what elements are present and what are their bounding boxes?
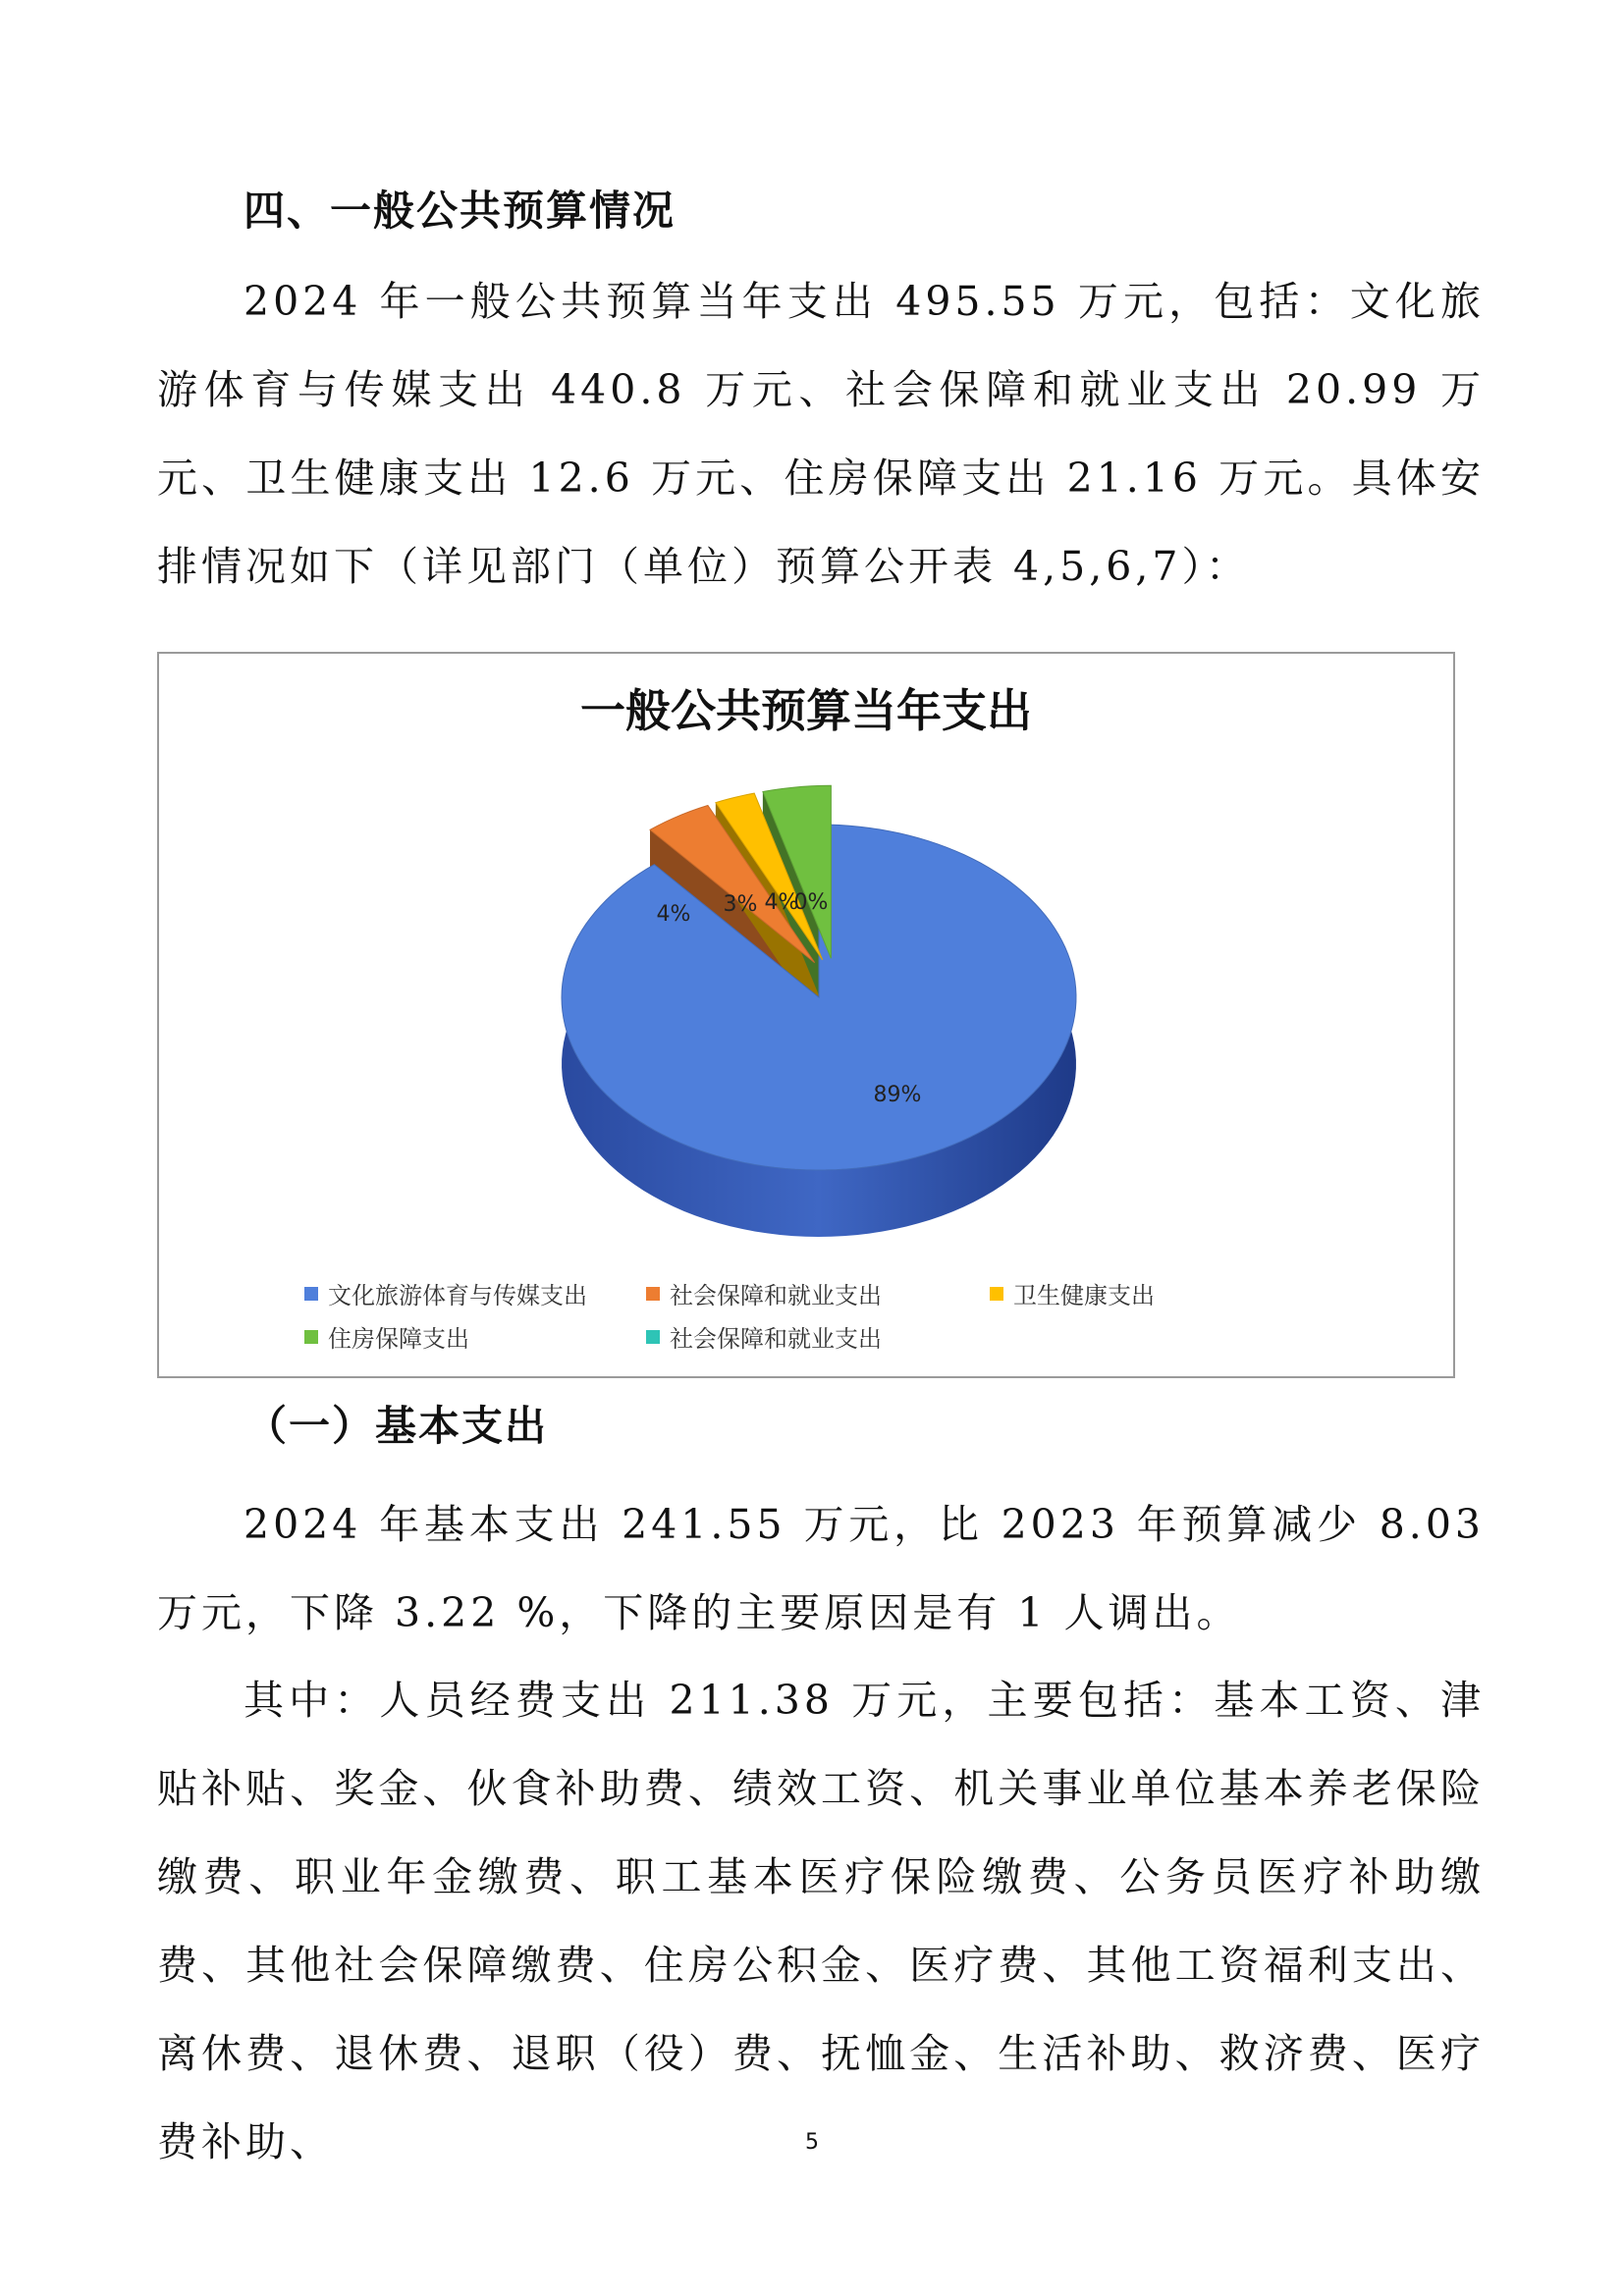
pie-data-label: 0%	[793, 890, 829, 915]
legend-label: 社会保障和就业支出	[670, 1325, 882, 1353]
legend-item-social-security-2	[646, 1319, 882, 1354]
chart-title: 一般公共预算当年支出	[580, 684, 1032, 737]
legend-label: 卫生健康支出	[1013, 1282, 1155, 1309]
paragraph-budget-summary: 2024 年一般公共预算当年支出 495.55 万元，包括：文化旅游体育与传媒支出 440.8 万元、社会保障和就业支出 20.99 万元、卫生健康支出 12.6 万元、住房保障支出 21.16 万元。具体安排情况如下（详见部门（单位）预算公开表 4,5,6,7）：	[157, 278, 1485, 590]
legend-swatch	[304, 1330, 318, 1344]
legend-item-social-security	[646, 1276, 882, 1310]
pie-data-label: 89%	[873, 1083, 922, 1107]
legend-swatch	[304, 1287, 318, 1301]
legend-swatch	[646, 1330, 660, 1344]
legend-label: 住房保障支出	[328, 1325, 469, 1353]
legend-item-housing	[304, 1319, 469, 1354]
legend-item-health	[990, 1276, 1155, 1310]
subheading-basic-expenditure: （一）基本支出	[245, 1402, 549, 1450]
legend-label: 文化旅游体育与传媒支出	[328, 1282, 587, 1309]
pie-chart-frame	[157, 652, 1455, 1378]
pie-data-label: 4%	[764, 890, 799, 915]
section-heading: 四、一般公共预算情况	[244, 187, 677, 235]
legend-swatch	[646, 1287, 660, 1301]
pie-data-label: 4%	[656, 902, 691, 927]
legend-item-culture	[304, 1276, 587, 1310]
legend-label: 社会保障和就业支出	[670, 1282, 882, 1309]
paragraph-personnel-expenditure: 其中：人员经费支出 211.38 万元，主要包括：基本工资、津贴补贴、奖金、伙食补助费、绩效工资、机关事业单位基本养老保险缴费、职业年金缴费、职工基本医疗保险缴费、公务员医疗补助缴费、其他社会保障缴费、住房公积金、医疗费、其他工资福利支出、离休费、退休费、退职（役）费、抚恤金、生活补助、救济费、医疗费补助、	[157, 1677, 1485, 2165]
pie-chart	[159, 654, 1453, 1376]
page-number: 5	[805, 2130, 819, 2155]
pie-data-label: 3%	[723, 892, 758, 917]
paragraph-basic-expenditure: 2024 年基本支出 241.55 万元，比 2023 年预算减少 8.03 万元，下降 3.22 %，下降的主要原因是有 1 人调出。	[157, 1501, 1485, 1636]
legend-swatch	[990, 1287, 1003, 1301]
